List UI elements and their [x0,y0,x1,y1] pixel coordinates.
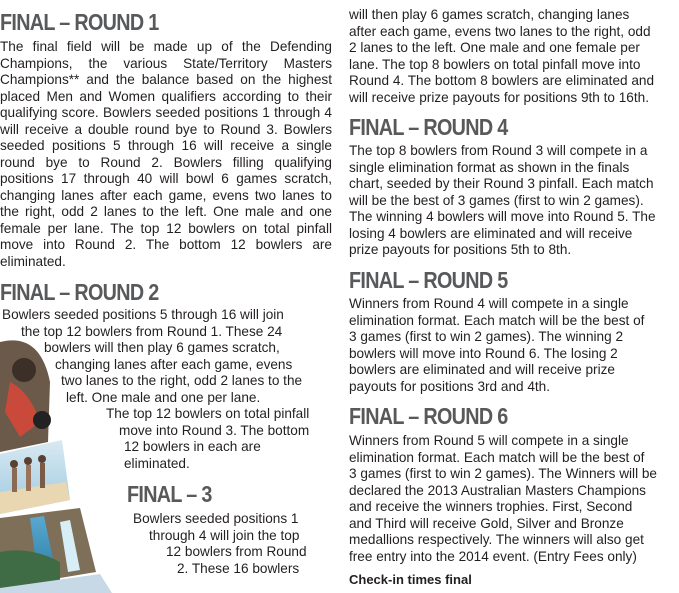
round2-line: Bowlers seeded positions 5 through 16 will join [2,307,284,322]
checkin-times-heading: Check-in times final [349,572,472,587]
round4-line: prize payouts for positions 5th to 8th. [349,242,572,257]
round2-body [0,307,309,472]
round5-line: Winners from Round 4 will compete in a single [349,296,629,311]
round2-line: eliminated. [124,455,190,471]
round6-line: 3 games (first to win 2 games). The Winners will be [349,466,657,481]
round4-line: The top 8 bowlers from Round 3 will compete in a [349,143,648,158]
round3-line: Bowlers seeded positions 1 [133,511,299,526]
round4-line: chart, seeded by their Round 3 pinfall. Each match [349,176,654,191]
round2-line: The top 12 bowlers on total pinfall [106,406,310,421]
round6-line: Winners from Round 5 will compete in a single [349,433,629,448]
round5-line: bowlers are eliminated and will receive prize [349,362,615,377]
round2-line: bowlers will then play 6 games scratch, [44,340,280,355]
round4-heading: FINAL – ROUND 4 [349,114,508,140]
round3-line: 12 bowlers from Round [166,544,307,559]
round1-heading: FINAL – ROUND 1 [0,9,159,35]
round6-line: elimination format. Each match will be the best of [349,449,645,465]
round2-heading: FINAL – ROUND 2 [0,279,159,305]
round4-line: losing 4 bowlers are eliminated and will receive [349,225,633,241]
round3-line: through 4 will join the top [149,527,300,543]
round4-body [349,143,679,259]
round2-line: 12 bowlers in each are [124,439,261,454]
round5-heading: FINAL – ROUND 5 [349,267,508,293]
round5-line: elimination format. Each match will be the best of [349,312,645,328]
round5-line: 3 games (first to win 2 games). The winning 2 [349,329,624,344]
round4-line: The winning 4 bowlers will move into Round 5. The [349,209,656,224]
round2-line: changing lanes after each game, evens [55,356,293,372]
round3-cont-line: Round 4. The bottom 8 bowlers are eliminated and [349,73,655,88]
round3-continued [349,7,679,106]
round3-cont-line: lane. The top 8 bowlers on total pinfall move into [349,56,641,72]
round6-line: free entry into the 2014 event. (Entry Fees only) [349,548,637,564]
round3-heading: FINAL – 3 [127,481,212,507]
round3-body [0,511,307,577]
round3-cont-line: 2 lanes to the left. One male and one female per [349,40,640,55]
round6-line: and Third will receive Gold, Silver and Bronze [349,515,624,531]
round4-line: will be the best of 3 games (first to win 2 games). [349,192,644,208]
round6-heading: FINAL – ROUND 6 [349,403,508,429]
round5-line: bowlers will move into Round 6. The losing 2 [349,345,618,361]
round2-line: left. One male and one per lane. [66,389,261,405]
round6-line: declared the 2013 Australian Masters Champions [349,482,646,498]
round3-cont-line: will then play 6 games scratch, changing lanes [349,7,630,22]
round6-line: and receive the winners trophies. First, Second [349,499,633,514]
round2-line: two lanes to the right, odd 2 lanes to the [61,373,303,388]
round2-line: move into Round 3. The bottom [119,422,310,438]
round3-line: 2. These 16 bowlers [177,560,300,576]
round2-line: the top 12 bowlers from Round 1. These 24 [21,323,283,339]
round5-body [349,296,679,395]
round5-line: payouts for positions 3rd and 4th. [349,378,551,394]
round3-cont-line: will receive prize payouts for positions 9th to 16th. [349,89,649,105]
round6-line: medallions respectively. The winners will also get [349,532,644,547]
round4-line: single elimination format as shown in the finals [349,159,630,175]
round3-cont-line: after each game, evens two lanes to the right, odd [349,23,651,39]
round1-body: The final field will be made up of the Defending Champions, the various State/Territory Masters Champions** and the balance based on the highest placed Men and Women qualifiers according to their qualifying score. Bowlers seeded positions 1 through 4 will receive a double round bye to Round 3. Bowlers seeded positions 5 through 16 will receive a single round bye to Round 2. Bowlers filling qualifying positions 17 through 40 will bowl 6 games scratch, changing lanes after each game, evens two lanes to the right, odd 2 lanes to the left. One male and one female per lane. The top 12 bowlers on total pinfall move into Round 2. The bottom 12 bowlers are eliminated. [0,39,332,269]
round6-body [349,433,679,565]
